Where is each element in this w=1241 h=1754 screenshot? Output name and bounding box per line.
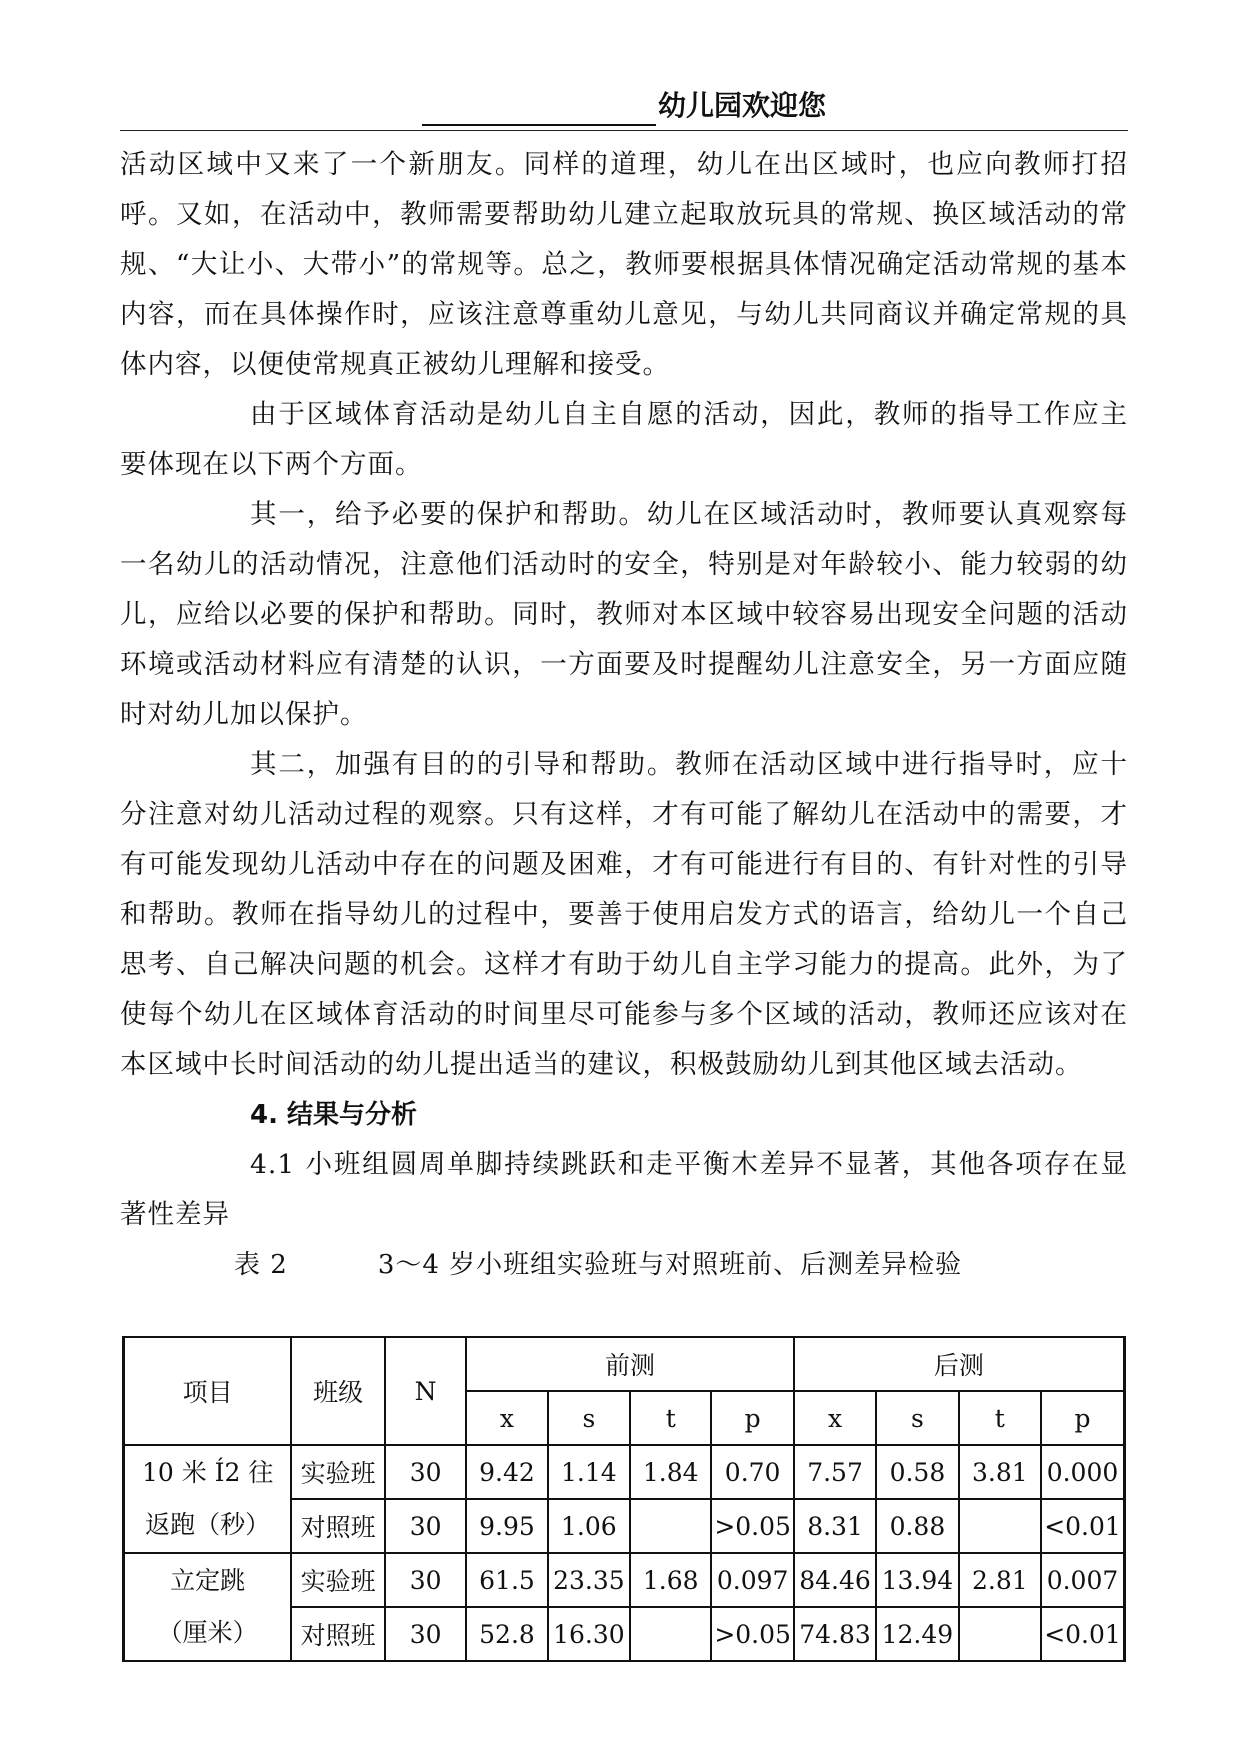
post-t-cell: 3.81	[959, 1445, 1041, 1499]
class-cell: 对照班	[291, 1499, 385, 1553]
section-heading: 4. 结果与分析	[250, 1100, 418, 1130]
post-p-cell: <0.01	[1041, 1499, 1125, 1553]
header-post-s: s	[876, 1391, 958, 1445]
item-cell	[124, 1553, 292, 1661]
item-cell	[124, 1445, 292, 1553]
post-s-cell: 0.58	[876, 1445, 958, 1499]
pre-p-cell: >0.05	[711, 1607, 793, 1661]
header-title-wrap	[422, 86, 826, 126]
subsection-title: 4.1 小班组圆周单脚持续跳跃和走平衡木差异不显著，其他各项存在显著性差异	[120, 1149, 1128, 1230]
item-line-2: 返跑（秒）	[145, 1510, 271, 1539]
paragraph-3: 其一，给予必要的保护和帮助。幼儿在区域活动时，教师要认真观察每一名幼儿的活动情况，注意他们活动时的安全，特别是对年龄较小、能力较弱的幼儿，应给以必要的保护和帮助。同时，教师对本区域中较容易出现安全问题的活动环境或活动材料应有清楚的认识，一方面要及时提醒幼儿注意安全，另一方面应随时对幼儿加以保护。	[120, 499, 1128, 730]
item-line-2: （厘米）	[157, 1618, 258, 1647]
table-caption-label: 表 2	[234, 1250, 288, 1280]
post-s-cell: 12.49	[876, 1607, 958, 1661]
n-cell: 30	[385, 1445, 466, 1499]
post-s-cell: 0.88	[876, 1499, 958, 1553]
n-cell: 30	[385, 1553, 466, 1607]
post-p-cell: 0.007	[1041, 1553, 1125, 1607]
header-posttest: 后测	[794, 1337, 1125, 1391]
item-line-1: 立定跳	[170, 1566, 246, 1595]
pre-p-cell: 0.097	[711, 1553, 793, 1607]
pre-s-cell: 23.35	[548, 1553, 630, 1607]
header-n: N	[385, 1337, 466, 1445]
n-cell: 30	[385, 1499, 466, 1553]
table-caption-text: 3～4 岁小班组实验班与对照班前、后测差异检验	[377, 1250, 963, 1280]
pre-x-cell: 9.42	[466, 1445, 547, 1499]
post-t-cell	[959, 1607, 1041, 1661]
pre-p-cell: >0.05	[711, 1499, 793, 1553]
post-x-cell: 7.57	[794, 1445, 876, 1499]
pre-s-cell: 1.06	[548, 1499, 630, 1553]
header-post-x: x	[794, 1391, 876, 1445]
results-table	[122, 1336, 1126, 1662]
page-header	[120, 86, 1128, 131]
pre-t-cell	[630, 1499, 711, 1553]
post-x-cell: 8.31	[794, 1499, 876, 1553]
class-cell: 实验班	[291, 1553, 385, 1607]
document-body	[120, 140, 1128, 1290]
header-pre-s: s	[548, 1391, 630, 1445]
paragraph-2: 由于区域体育活动是幼儿自主自愿的活动，因此，教师的指导工作应主要体现在以下两个方面。	[120, 399, 1128, 480]
class-cell: 实验班	[291, 1445, 385, 1499]
pre-t-cell: 1.68	[630, 1553, 711, 1607]
header-pre-t: t	[630, 1391, 711, 1445]
header-post-p: p	[1041, 1391, 1125, 1445]
post-x-cell: 84.46	[794, 1553, 876, 1607]
header-post-t: t	[959, 1391, 1041, 1445]
header-blank-line	[422, 94, 656, 126]
post-p-cell: 0.000	[1041, 1445, 1125, 1499]
paragraph-1: 活动区域中又来了一个新朋友。同样的道理，幼儿在出区域时，也应向教师打招呼。又如，在活动中，教师需要帮助幼儿建立起取放玩具的常规、换区域活动的常规、“大让小、大带小”的常规等。总之，教师要根据具体情况确定活动常规的基本内容，而在具体操作时，应该注意尊重幼儿意见，与幼儿共同商议并确定常规的具体内容，以便使常规真正被幼儿理解和接受。	[120, 149, 1128, 380]
item-line-1: 10 米 Í2 往	[141, 1458, 274, 1487]
header-row-1	[124, 1337, 1125, 1391]
pre-x-cell: 61.5	[466, 1553, 547, 1607]
header-title: 幼儿园欢迎您	[657, 89, 826, 122]
n-cell: 30	[385, 1607, 466, 1661]
header-item: 项目	[124, 1337, 292, 1445]
paragraph-4: 其二，加强有目的的引导和帮助。教师在活动区域中进行指导时，应十分注意对幼儿活动过程的观察。只有这样，才有可能了解幼儿在活动中的需要，才有可能发现幼儿活动中存在的问题及困难，才有可能进行有目的、有针对性的引导和帮助。教师在指导幼儿的过程中，要善于使用启发方式的语言，给幼儿一个自己思考、自己解决问题的机会。这样才有助于幼儿自主学习能力的提高。此外，为了使每个幼儿在区域体育活动的时间里尽可能参与多个区域的活动，教师还应该对在本区域中长时间活动的幼儿提出适当的建议，积极鼓励幼儿到其他区域去活动。	[120, 749, 1128, 1080]
header-pre-x: x	[466, 1391, 547, 1445]
table-caption	[120, 1240, 1128, 1290]
header-pre-p: p	[711, 1391, 793, 1445]
post-s-cell: 13.94	[876, 1553, 958, 1607]
pre-s-cell: 1.14	[548, 1445, 630, 1499]
pre-x-cell: 9.95	[466, 1499, 547, 1553]
post-x-cell: 74.83	[794, 1607, 876, 1661]
pre-t-cell	[630, 1607, 711, 1661]
post-t-cell: 2.81	[959, 1553, 1041, 1607]
pre-p-cell: 0.70	[711, 1445, 793, 1499]
class-cell: 对照班	[291, 1607, 385, 1661]
pre-s-cell: 16.30	[548, 1607, 630, 1661]
post-p-cell: <0.01	[1041, 1607, 1125, 1661]
table-row	[124, 1445, 1125, 1499]
pre-x-cell: 52.8	[466, 1607, 547, 1661]
header-class: 班级	[291, 1337, 385, 1445]
pre-t-cell: 1.84	[630, 1445, 711, 1499]
post-t-cell	[959, 1499, 1041, 1553]
table-row	[124, 1553, 1125, 1607]
header-pretest: 前测	[466, 1337, 794, 1391]
